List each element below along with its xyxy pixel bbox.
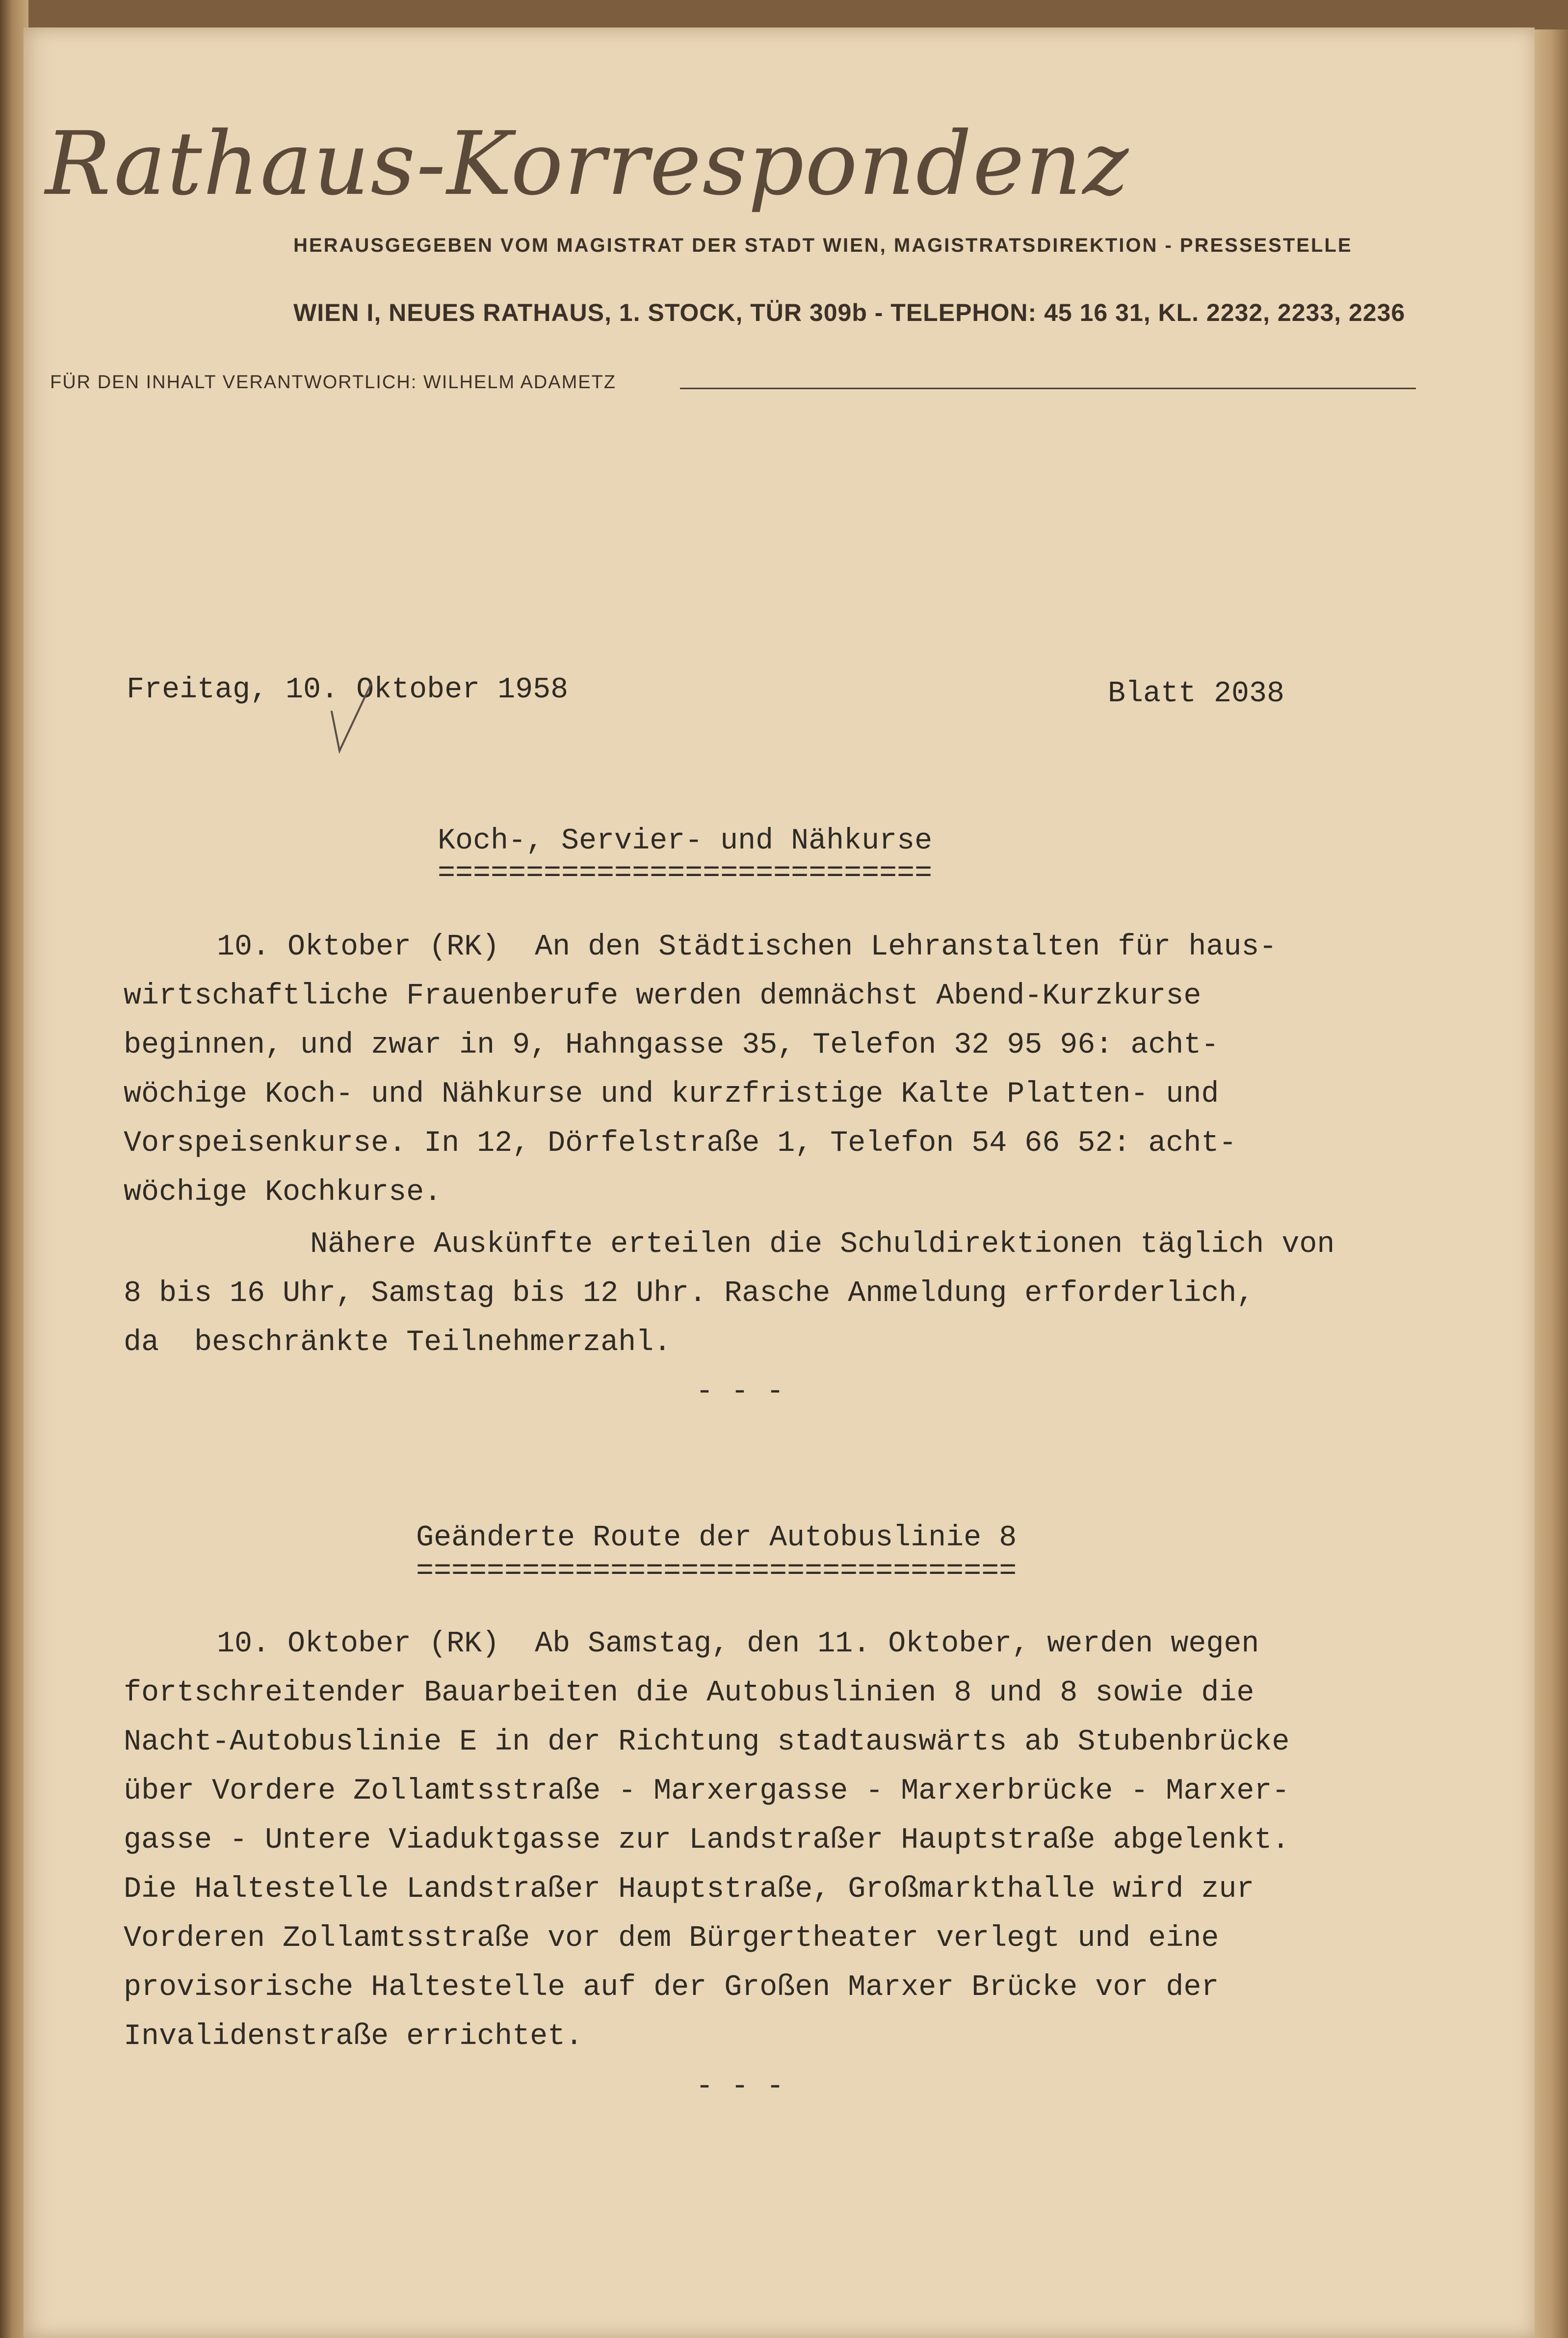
article1-title: Koch-, Servier- und Nähkurse (438, 824, 933, 858)
text-line: fortschreitender Bauarbeiten die Autobuslinien 8 und 8 sowie die (124, 1676, 1254, 1710)
text-line: Invalidenstraße errichtet. (124, 2020, 583, 2053)
article2-paragraph (124, 1620, 1542, 2061)
text-line: Nähere Auskünfte erteilen die Schuldirektionen täglich von (310, 1228, 1335, 1261)
section-separator: - - - (696, 2070, 784, 2103)
text-line: provisorische Haltestelle auf der Großen Marxer Brücke vor der (124, 1971, 1219, 2004)
publisher-line: HERAUSGEGEBEN VOM MAGISTRAT DER STADT WIEN, MAGISTRATSDIREKTION - PRESSESTELLE (293, 235, 1353, 256)
text-line: Nacht-Autobuslinie E in der Richtung stadtauswärts ab Stubenbrücke (124, 1726, 1290, 1759)
article1-underline: ============================ (438, 857, 933, 890)
text-line: Vorderen Zollamtsstraße vor dem Bürgertheater verlegt und eine (124, 1922, 1219, 1955)
article2-underline: ================================== (416, 1555, 1017, 1588)
sheet-number: Blatt 2038 (1108, 677, 1285, 711)
article2-title: Geänderte Route der Autobuslinie 8 (416, 1521, 1017, 1555)
responsible-editor: FÜR DEN INHALT VERANTWORTLICH: WILHELM ADAMETZ (50, 372, 616, 393)
article1-paragraph2 (124, 1220, 1542, 1367)
signature-rule (680, 388, 1416, 389)
text-line: Vorspeisenkurse. In 12, Dörfelstraße 1, Telefon 54 66 52: acht- (124, 1127, 1237, 1160)
text-line: wöchige Kochkurse. (124, 1176, 442, 1209)
text-line: über Vordere Zollamtsstraße - Marxergasse - Marxerbrücke - Marxer- (124, 1775, 1290, 1808)
address-line: WIEN I, NEUES RATHAUS, 1. STOCK, TÜR 309b - TELEPHON: 45 16 31, KL. 2232, 2233, 2236 (293, 299, 1406, 326)
text-line: beginnen, und zwar in 9, Hahngasse 35, Telefon 32 95 96: acht- (124, 1029, 1219, 1062)
article1-paragraph1 (124, 923, 1542, 1217)
text-line: wirtschaftliche Frauenberufe werden demnächst Abend-Kurzkurse (124, 980, 1202, 1013)
text-line: da beschränkte Teilnehmerzahl. (124, 1326, 672, 1359)
masthead-title: Rathaus-Korrespondenz (45, 113, 1130, 214)
text-line: Die Haltestelle Landstraßer Hauptstraße, Großmarkthalle wird zur (124, 1873, 1254, 1906)
text-line: 10. Oktober (RK) Ab Samstag, den 11. Oktober, werden wegen (217, 1627, 1259, 1661)
text-line: 8 bis 16 Uhr, Samstag bis 12 Uhr. Rasche Anmeldung erforderlich, (124, 1277, 1254, 1310)
text-line: gasse - Untere Viaduktgasse zur Landstraßer Hauptstraße abgelenkt. (124, 1824, 1290, 1857)
text-line: wöchige Koch- und Nähkurse und kurzfristige Kalte Platten- und (124, 1078, 1219, 1111)
section-separator: - - - (696, 1375, 784, 1408)
handwritten-check-mark (329, 682, 373, 756)
date-line: Freitag, 10. Oktober 1958 (127, 673, 569, 707)
text-line: 10. Oktober (RK) An den Städtischen Lehranstalten für haus- (217, 930, 1277, 964)
